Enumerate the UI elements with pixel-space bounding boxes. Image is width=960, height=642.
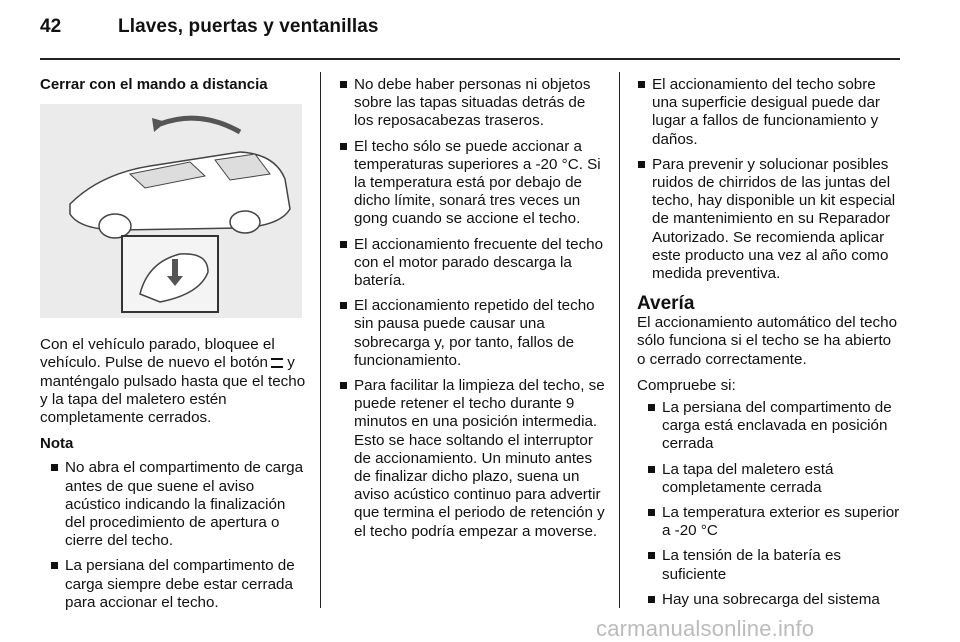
column-3 [637, 76, 903, 616]
section-subheading: Cerrar con el mando a distancia [40, 76, 268, 93]
note-item: La persiana del compartimento de carga siempre debe estar cerrada para accionar el techo. [50, 557, 306, 612]
convertible-car-and-key-illustration-icon [40, 104, 302, 318]
list-item: Para prevenir y solucionar posibles ruidos de chirridos de las juntas del techo, hay disponible un kit especial de mantenimiento en su Reparador Autorizado. Se recomienda aplicar este producto una vez al año como medida preventiva. [637, 156, 903, 283]
warning-list-continued [637, 76, 903, 283]
check-item: La tensión de la batería es suficiente [647, 547, 903, 583]
column-2 [339, 76, 605, 548]
page-number: 42 [40, 16, 62, 37]
column-divider-2 [619, 72, 620, 608]
list-item: El accionamiento del techo sobre una superficie desigual puede dar lugar a fallos de funcionamiento y daños. [637, 76, 903, 149]
list-item: El techo sólo se puede accionar a temperaturas superiores a -20 °C. Si la temperatura está por debajo de dicho límite, sonará tres veces un gong cuando se accione el techo. [339, 138, 605, 229]
page-title: Llaves, puertas y ventanillas [118, 16, 379, 37]
warning-list [339, 76, 605, 541]
check-list [637, 399, 903, 609]
list-item: El accionamiento repetido del techo sin pausa puede causar una sobrecarga y, por tanto, fallos de funcionamiento. [339, 297, 605, 370]
instruction-text-end: y manténgalo pulsado hasta que el techo y la tapa del maletero estén completamente cerrados. [40, 354, 306, 427]
check-intro: Compruebe si: [637, 376, 736, 394]
column-divider-1 [320, 72, 321, 608]
car-figure [40, 104, 302, 318]
note-item: No abra el compartimento de carga antes de que suene el aviso acústico indicando la finalización del procedimiento de apertura o cierre del techo. [50, 459, 306, 550]
section-heading-averia: Avería [637, 293, 695, 315]
close-roof-button-icon [271, 358, 283, 368]
check-item: La temperatura exterior es superior a -20 °C [647, 504, 903, 540]
check-item: La persiana del compartimento de carga está enclavada en posición cerrada [647, 399, 903, 454]
list-item: Para facilitar la limpieza del techo, se puede retener el techo durante 9 minutos en una posición intermedia. Esto se hace soltando el interruptor de accionamiento. Un minuto antes de finalizar dicho plazo, suena un aviso acústico continuo para advertir que termina el periodo de retención y el techo podría empezar a moverse. [339, 377, 605, 541]
check-item: La tapa del maletero está completamente cerrada [647, 461, 903, 497]
list-item: No debe haber personas ni objetos sobre las tapas situadas detrás de los reposacabezas traseros. [339, 76, 605, 131]
instruction-text: Con el vehículo parado, bloquee el vehículo. Pulse de nuevo el botón [40, 336, 275, 372]
averia-paragraph: El accionamiento automático del techo sólo funciona si el techo se ha abierto o cerrado correctamente. [637, 314, 898, 368]
header-rule [40, 58, 900, 60]
note-label: Nota [40, 435, 74, 453]
watermark: carmanualsonline.info [596, 616, 815, 641]
list-item: El accionamiento frecuente del techo con el motor parado descarga la batería. [339, 236, 605, 291]
note-list [40, 459, 306, 612]
column-1 [40, 76, 306, 619]
instruction-paragraph [40, 336, 306, 427]
check-item: Hay una sobrecarga del sistema [647, 591, 903, 609]
